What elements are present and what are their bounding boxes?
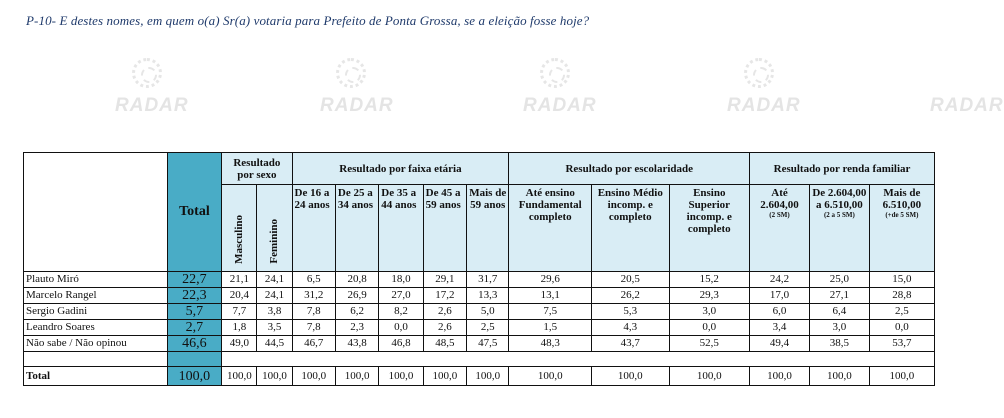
cell-value: 3,0 [809,320,869,336]
cell-value: 3,8 [257,304,292,320]
header-feminino: Feminino [257,185,292,272]
cell-value: 100,0 [669,367,750,386]
row-total-value: 22,3 [167,288,222,304]
cell-value: 100,0 [379,367,423,386]
total-body [24,367,935,386]
cell-value: 47,5 [467,336,509,352]
header-renda-mais: Mais de 6.510,00 (+de 5 SM) [869,185,934,272]
header-renda-de: De 2.604,00 a 6.510,00 (2 a 5 SM) [809,185,869,272]
watermark-text: RADAR [523,95,597,116]
cell-value: 26,9 [335,288,378,304]
cell-value: 43,8 [335,336,378,352]
watermark-text: RADAR [930,95,1004,116]
watermark-text: RADAR [115,95,189,116]
cell-value: 15,2 [669,272,750,288]
cell-value: 100,0 [750,367,810,386]
cell-value: 5,0 [467,304,509,320]
cell-value: 48,3 [509,336,592,352]
cell-value: 24,1 [257,288,292,304]
cell-value: 24,1 [257,272,292,288]
cell-value: 4,3 [592,320,669,336]
cell-value: 6,0 [750,304,810,320]
cell-value: 17,0 [750,288,810,304]
row-total-value: 100,0 [167,367,222,386]
table-row [24,272,935,288]
cell-value: 6,5 [292,272,335,288]
cell-value: 24,2 [750,272,810,288]
cell-value: 43,7 [592,336,669,352]
cell-value: 31,7 [467,272,509,288]
cell-value: 52,5 [669,336,750,352]
cell-value: 2,6 [423,304,466,320]
header-masculino: Masculino [222,185,257,272]
cell-value: 44,5 [257,336,292,352]
watermark-seal-icon [540,58,570,88]
cell-value: 26,2 [592,288,669,304]
header-blank [24,153,168,272]
cell-value: 28,8 [869,288,934,304]
spacer-row [24,352,935,367]
header-edu-superior: Ensino Superior incomp. e completo [669,185,750,272]
header-group-sexo: Resultado por sexo [222,153,292,185]
cell-value: 15,0 [869,272,934,288]
header-group-faixa-etaria: Resultado por faixa etária [292,153,509,185]
cell-value: 7,8 [292,304,335,320]
cell-value: 100,0 [467,367,509,386]
header-age-59-plus: Mais de 59 anos [467,185,509,272]
row-total-value: 22,7 [167,272,222,288]
watermark-text: RADAR [727,95,801,116]
cell-value: 100,0 [423,367,466,386]
cell-value: 6,2 [335,304,378,320]
header-age-45-59: De 45 a 59 anos [423,185,466,272]
header-total: Total [167,153,222,272]
header-age-25-34: De 25 a 34 anos [335,185,378,272]
cell-value: 20,5 [592,272,669,288]
table-row [24,367,935,386]
cell-value: 8,2 [379,304,423,320]
cell-value: 25,0 [809,272,869,288]
cell-value: 49,0 [222,336,257,352]
cell-value: 3,0 [669,304,750,320]
table-row [24,336,935,352]
cell-value: 21,1 [222,272,257,288]
header-edu-fundamental: Até ensino Fundamental completo [509,185,592,272]
cell-value: 6,4 [809,304,869,320]
cell-value: 2,5 [869,304,934,320]
cell-value: 13,3 [467,288,509,304]
cell-value: 31,2 [292,288,335,304]
cell-value: 7,5 [509,304,592,320]
header-group-renda: Resultado por renda familiar [750,153,935,185]
header-group-escolaridade: Resultado por escolaridade [509,153,750,185]
cell-value: 100,0 [292,367,335,386]
cell-value: 46,8 [379,336,423,352]
header-age-16-24: De 16 a 24 anos [292,185,335,272]
row-total-value: 5,7 [167,304,222,320]
watermark-text: RADAR [320,95,394,116]
row-label: Marcelo Rangel [24,288,168,304]
cell-value: 29,1 [423,272,466,288]
cell-value: 100,0 [222,367,257,386]
table-row [24,320,935,336]
question-title: P-10- E destes nomes, em quem o(a) Sr(a) votaria para Prefeito de Ponta Grossa, se a eleição fosse hoje? [26,13,590,28]
spacer-cell [24,352,168,367]
cell-value: 0,0 [869,320,934,336]
cell-value: 3,4 [750,320,810,336]
cell-value: 7,7 [222,304,257,320]
cell-value: 2,5 [467,320,509,336]
watermark-seal-icon [132,58,162,88]
cell-value: 3,5 [257,320,292,336]
cell-value: 18,0 [379,272,423,288]
row-label: Leandro Soares [24,320,168,336]
row-label: Plauto Miró [24,272,168,288]
cell-value: 7,8 [292,320,335,336]
cell-value: 2,3 [335,320,378,336]
cell-value: 5,3 [592,304,669,320]
cell-value: 1,5 [509,320,592,336]
row-label: Não sabe / Não opinou [24,336,168,352]
header-age-35-44: De 35 a 44 anos [379,185,423,272]
cell-value: 100,0 [809,367,869,386]
cell-value: 100,0 [509,367,592,386]
cell-value: 0,0 [379,320,423,336]
cell-value: 100,0 [335,367,378,386]
table-row [24,304,935,320]
table-row [24,288,935,304]
cell-value: 1,8 [222,320,257,336]
cell-value: 27,1 [809,288,869,304]
cell-value: 49,4 [750,336,810,352]
cell-value: 17,2 [423,288,466,304]
watermark-seal-icon [336,58,366,88]
cell-value: 0,0 [669,320,750,336]
cell-value: 100,0 [592,367,669,386]
watermark-row [0,95,1004,121]
header-renda-ate: Até 2.604,00 (2 SM) [750,185,810,272]
cell-value: 13,1 [509,288,592,304]
cell-value: 20,4 [222,288,257,304]
cell-value: 100,0 [257,367,292,386]
results-table [23,152,935,386]
spacer-cell [222,352,935,367]
cell-value: 29,3 [669,288,750,304]
cell-value: 38,5 [809,336,869,352]
cell-value: 27,0 [379,288,423,304]
cell-value: 100,0 [869,367,934,386]
spacer-total-cell [167,352,222,367]
cell-value: 53,7 [869,336,934,352]
row-total-value: 46,6 [167,336,222,352]
cell-value: 29,6 [509,272,592,288]
row-label: Sergio Gadini [24,304,168,320]
cell-value: 2,6 [423,320,466,336]
cell-value: 48,5 [423,336,466,352]
row-label: Total [24,367,168,386]
cell-value: 20,8 [335,272,378,288]
header-edu-medio: Ensino Médio incomp. e completo [592,185,669,272]
cell-value: 46,7 [292,336,335,352]
watermark-seal-icon [744,58,774,88]
row-total-value: 2,7 [167,320,222,336]
table-body [24,272,935,352]
